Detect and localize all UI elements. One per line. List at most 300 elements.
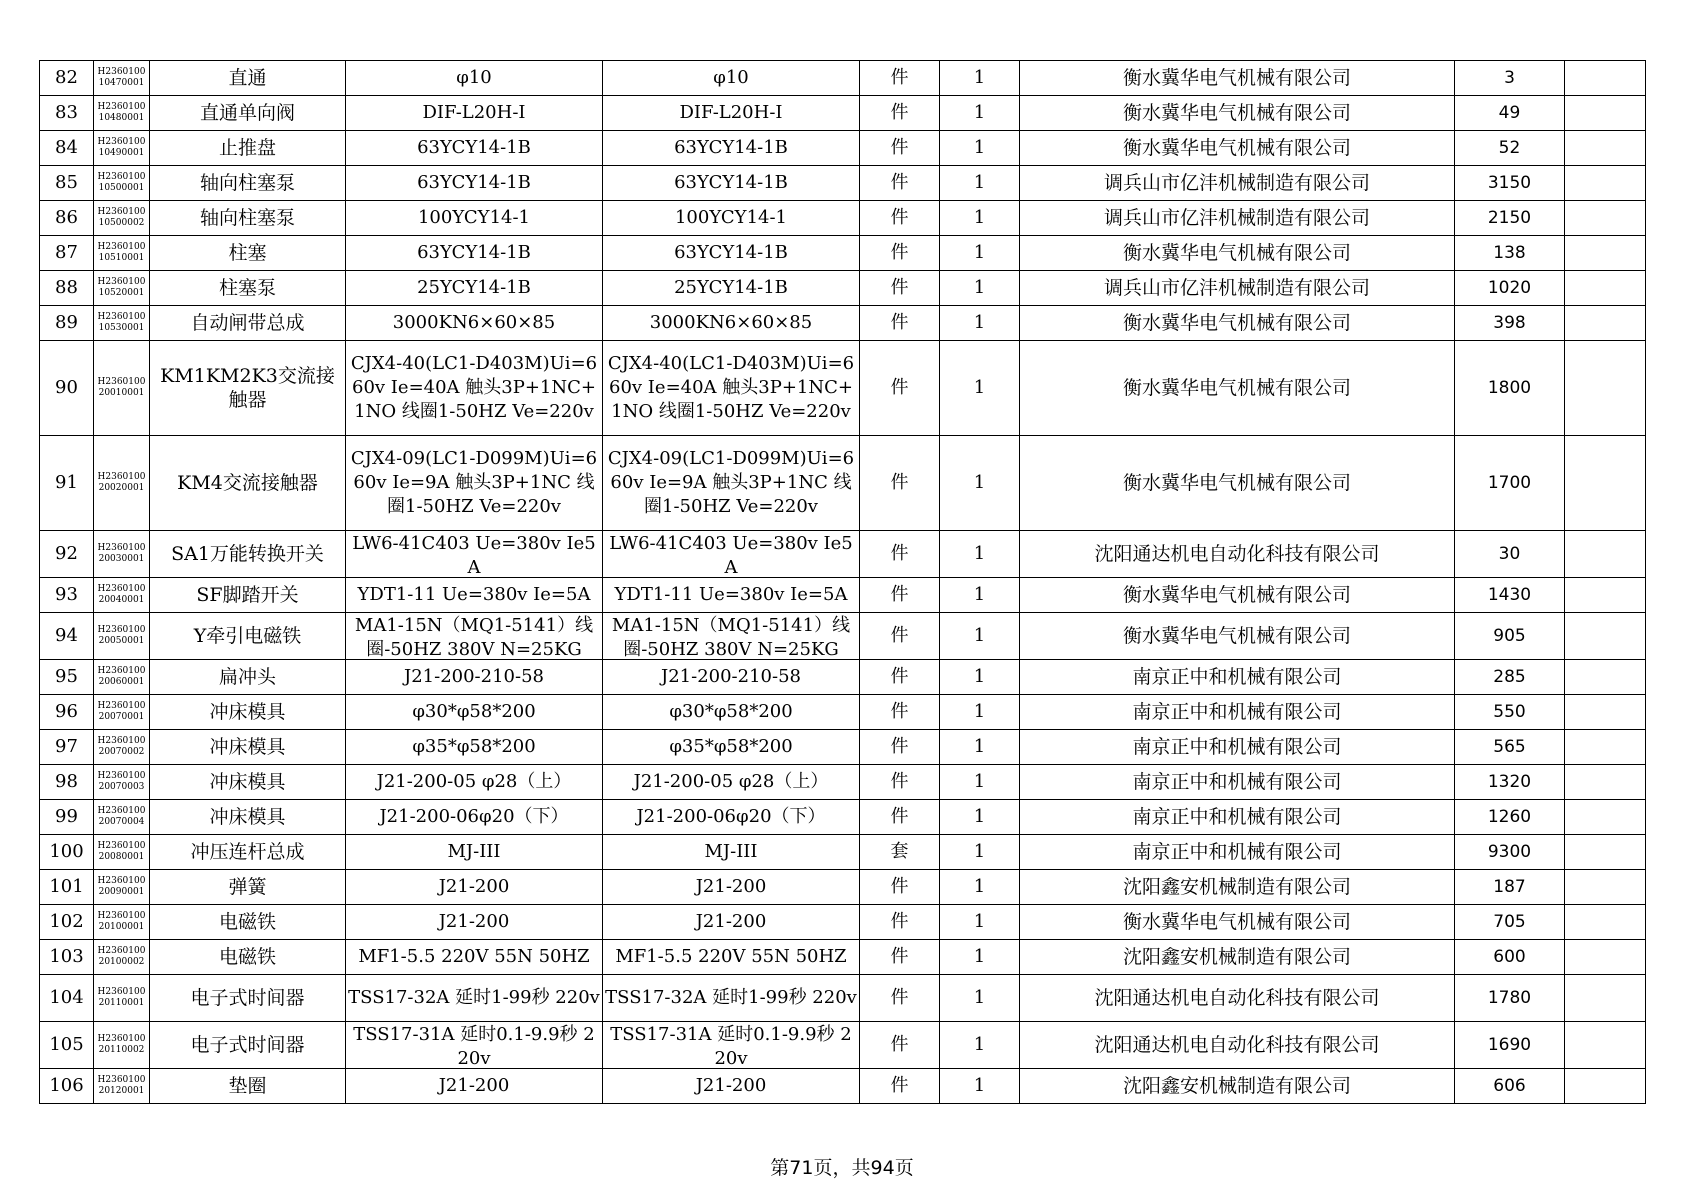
- cell-spec: [346, 730, 603, 765]
- cell-model: [603, 800, 860, 835]
- cell-no: 87: [40, 236, 94, 271]
- cell-spec: [346, 1022, 603, 1069]
- cell-unit: 件: [860, 870, 940, 905]
- table-row: [40, 613, 1646, 660]
- cell-qty: 1: [940, 201, 1020, 236]
- table-row: [40, 236, 1646, 271]
- table-row: [40, 96, 1646, 131]
- cell-qty: 1: [940, 870, 1020, 905]
- cell-name: 自动闸带总成: [150, 306, 346, 341]
- cell-no: 86: [40, 201, 94, 236]
- cell-note: [1565, 436, 1646, 531]
- cell-name: 轴向柱塞泵: [150, 166, 346, 201]
- cell-qty: 1: [940, 765, 1020, 800]
- cell-name: 扁冲头: [150, 660, 346, 695]
- cell-code: H2360100 10500001: [94, 166, 150, 201]
- cell-model: [603, 96, 860, 131]
- cell-no: 104: [40, 975, 94, 1022]
- cell-note: [1565, 96, 1646, 131]
- table-row: [40, 306, 1646, 341]
- cell-unit: 件: [860, 531, 940, 578]
- cell-spec-text: 25YCY14-1B: [417, 277, 531, 298]
- cell-qty: 1: [940, 940, 1020, 975]
- cell-spec-text: TSS17-32A 延时1-99秒 220v: [348, 987, 600, 1008]
- cell-unit: 件: [860, 975, 940, 1022]
- cell-name: 直通单向阀: [150, 96, 346, 131]
- cell-spec-text: DIF-L20H-I: [422, 102, 526, 123]
- cell-supplier: 调兵山市亿沣机械制造有限公司: [1020, 166, 1455, 201]
- cell-note: [1565, 613, 1646, 660]
- cell-code: H2360100 10480001: [94, 96, 150, 131]
- parts-table: [39, 60, 1646, 1104]
- cell-qty: 1: [940, 96, 1020, 131]
- cell-model: [603, 835, 860, 870]
- cell-spec-text: 100YCY14-1: [417, 207, 531, 228]
- cell-spec: [346, 131, 603, 166]
- cell-note: [1565, 695, 1646, 730]
- cell-qty: 1: [940, 131, 1020, 166]
- cell-supplier: 衡水冀华电气机械有限公司: [1020, 341, 1455, 436]
- cell-model-text: J21-200: [695, 1075, 767, 1096]
- cell-name: 冲床模具: [150, 695, 346, 730]
- cell-price: 606: [1455, 1069, 1565, 1104]
- page-prefix: 第: [770, 1157, 790, 1179]
- cell-unit: 套: [860, 835, 940, 870]
- table-row: [40, 835, 1646, 870]
- cell-qty: 1: [940, 613, 1020, 660]
- table-row: [40, 166, 1646, 201]
- page-middle: 页，共: [813, 1157, 871, 1179]
- cell-name: 冲床模具: [150, 800, 346, 835]
- cell-model: [603, 1069, 860, 1104]
- page-suffix: 页: [894, 1157, 914, 1179]
- cell-spec: [346, 578, 603, 613]
- cell-name: 冲床模具: [150, 730, 346, 765]
- cell-model-text: 100YCY14-1: [674, 207, 788, 228]
- cell-no: 100: [40, 835, 94, 870]
- cell-spec-text: CJX4-09(LC1-D099M)Ui=660v Ie=9A 触头3P+1NC 线圈1-50HZ Ve=220v: [350, 448, 598, 517]
- cell-unit: 件: [860, 695, 940, 730]
- cell-spec: [346, 870, 603, 905]
- cell-qty: 1: [940, 975, 1020, 1022]
- cell-price: 1260: [1455, 800, 1565, 835]
- cell-name: SA1万能转换开关: [150, 531, 346, 578]
- cell-price: 1020: [1455, 271, 1565, 306]
- cell-unit: 件: [860, 201, 940, 236]
- cell-price: 550: [1455, 695, 1565, 730]
- cell-qty: 1: [940, 730, 1020, 765]
- cell-spec: [346, 905, 603, 940]
- cell-model-text: MF1-5.5 220V 55N 50HZ: [615, 946, 847, 967]
- cell-price: 565: [1455, 730, 1565, 765]
- cell-no: 105: [40, 1022, 94, 1069]
- cell-model-text: CJX4-09(LC1-D099M)Ui=660v Ie=9A 触头3P+1NC 线圈1-50HZ Ve=220v: [607, 448, 855, 517]
- cell-model: [603, 940, 860, 975]
- table-row: [40, 341, 1646, 436]
- cell-no: 95: [40, 660, 94, 695]
- cell-price: 705: [1455, 905, 1565, 940]
- cell-no: 91: [40, 436, 94, 531]
- cell-qty: 1: [940, 578, 1020, 613]
- cell-spec: [346, 166, 603, 201]
- cell-code: H2360100 20070001: [94, 695, 150, 730]
- cell-unit: 件: [860, 271, 940, 306]
- cell-unit: 件: [860, 306, 940, 341]
- cell-price: 398: [1455, 306, 1565, 341]
- cell-price: 9300: [1455, 835, 1565, 870]
- cell-spec-text: J21-200: [438, 1075, 510, 1096]
- cell-code: H2360100 20010001: [94, 341, 150, 436]
- cell-model-text: 63YCY14-1B: [674, 242, 788, 263]
- cell-no: 102: [40, 905, 94, 940]
- cell-model: [603, 975, 860, 1022]
- table-row: [40, 905, 1646, 940]
- cell-code: H2360100 20080001: [94, 835, 150, 870]
- cell-supplier: 衡水冀华电气机械有限公司: [1020, 436, 1455, 531]
- cell-spec: [346, 940, 603, 975]
- cell-model-text: 63YCY14-1B: [674, 172, 788, 193]
- cell-price: 1800: [1455, 341, 1565, 436]
- cell-no: 90: [40, 341, 94, 436]
- cell-model-text: φ35*φ58*200: [669, 736, 793, 757]
- cell-qty: 1: [940, 835, 1020, 870]
- cell-note: [1565, 1022, 1646, 1069]
- cell-spec-text: J21-200-210-58: [404, 666, 544, 687]
- table-row: [40, 765, 1646, 800]
- cell-model: [603, 870, 860, 905]
- cell-code: H2360100 20040001: [94, 578, 150, 613]
- cell-no: 83: [40, 96, 94, 131]
- cell-model: [603, 578, 860, 613]
- cell-qty: 1: [940, 306, 1020, 341]
- cell-spec: [346, 975, 603, 1022]
- cell-supplier: 沈阳鑫安机械制造有限公司: [1020, 870, 1455, 905]
- cell-qty: 1: [940, 695, 1020, 730]
- page-footer: [0, 1153, 1684, 1180]
- cell-price: 187: [1455, 870, 1565, 905]
- cell-model-text: MJ-III: [704, 841, 758, 862]
- cell-unit: 件: [860, 1022, 940, 1069]
- cell-note: [1565, 765, 1646, 800]
- cell-model-text: φ10: [713, 67, 749, 88]
- cell-price: 3150: [1455, 166, 1565, 201]
- cell-spec-text: 63YCY14-1B: [417, 172, 531, 193]
- cell-code: H2360100 10470001: [94, 61, 150, 96]
- cell-unit: 件: [860, 660, 940, 695]
- cell-spec-text: J21-200: [438, 876, 510, 897]
- cell-model-text: 3000KN6×60×85: [649, 312, 813, 333]
- cell-price: 905: [1455, 613, 1565, 660]
- table-row: [40, 271, 1646, 306]
- cell-no: 101: [40, 870, 94, 905]
- cell-spec-text: 63YCY14-1B: [417, 242, 531, 263]
- cell-note: [1565, 800, 1646, 835]
- cell-name: 柱塞泵: [150, 271, 346, 306]
- cell-code: H2360100 20070004: [94, 800, 150, 835]
- cell-supplier: 沈阳鑫安机械制造有限公司: [1020, 1069, 1455, 1104]
- cell-note: [1565, 531, 1646, 578]
- table-row: [40, 940, 1646, 975]
- cell-supplier: 沈阳鑫安机械制造有限公司: [1020, 940, 1455, 975]
- cell-code: H2360100 20070002: [94, 730, 150, 765]
- cell-price: 30: [1455, 531, 1565, 578]
- cell-spec-text: φ30*φ58*200: [412, 701, 536, 722]
- cell-price: 52: [1455, 131, 1565, 166]
- table-row: [40, 800, 1646, 835]
- cell-spec: [346, 1069, 603, 1104]
- cell-model-text: 63YCY14-1B: [674, 137, 788, 158]
- cell-supplier: 南京正中和机械有限公司: [1020, 660, 1455, 695]
- cell-qty: 1: [940, 166, 1020, 201]
- cell-model: [603, 531, 860, 578]
- cell-no: 89: [40, 306, 94, 341]
- cell-unit: 件: [860, 96, 940, 131]
- cell-code: H2360100 20120001: [94, 1069, 150, 1104]
- cell-model-text: YDT1-11 Ue=380v Ie=5A: [614, 584, 848, 605]
- cell-price: 1430: [1455, 578, 1565, 613]
- cell-supplier: 南京正中和机械有限公司: [1020, 730, 1455, 765]
- cell-model-text: J21-200: [695, 876, 767, 897]
- cell-model-text: MA1-15N（MQ1-5141）线圈-50HZ 380V N=25KG: [611, 614, 851, 659]
- cell-price: 1780: [1455, 975, 1565, 1022]
- cell-unit: 件: [860, 236, 940, 271]
- cell-qty: 1: [940, 436, 1020, 531]
- cell-name: 柱塞: [150, 236, 346, 271]
- cell-code: H2360100 20110001: [94, 975, 150, 1022]
- cell-model-text: TSS17-32A 延时1-99秒 220v: [605, 987, 857, 1008]
- cell-note: [1565, 975, 1646, 1022]
- cell-supplier: 南京正中和机械有限公司: [1020, 765, 1455, 800]
- cell-unit: 件: [860, 800, 940, 835]
- cell-model: [603, 613, 860, 660]
- cell-spec-text: LW6-41C403 Ue=380v Ie5A: [352, 532, 596, 577]
- cell-note: [1565, 940, 1646, 975]
- cell-model: [603, 131, 860, 166]
- cell-model-text: CJX4-40(LC1-D403M)Ui=660v Ie=40A 触头3P+1NC+1NO 线圈1-50HZ Ve=220v: [607, 353, 855, 422]
- cell-price: 49: [1455, 96, 1565, 131]
- cell-no: 96: [40, 695, 94, 730]
- cell-note: [1565, 835, 1646, 870]
- cell-unit: 件: [860, 578, 940, 613]
- cell-qty: 1: [940, 1069, 1020, 1104]
- cell-code: H2360100 10530001: [94, 306, 150, 341]
- cell-spec-text: φ10: [456, 67, 492, 88]
- cell-spec: [346, 660, 603, 695]
- table-row: [40, 531, 1646, 578]
- cell-note: [1565, 131, 1646, 166]
- cell-no: 97: [40, 730, 94, 765]
- cell-note: [1565, 660, 1646, 695]
- cell-spec-text: TSS17-31A 延时0.1-9.9秒 220v: [353, 1023, 595, 1068]
- cell-supplier: 衡水冀华电气机械有限公司: [1020, 96, 1455, 131]
- page-number: 71: [789, 1157, 814, 1179]
- cell-model-text: J21-200-210-58: [661, 666, 801, 687]
- cell-unit: 件: [860, 436, 940, 531]
- cell-spec-text: J21-200-06φ20（下）: [379, 806, 569, 827]
- cell-name: 冲压连杆总成: [150, 835, 346, 870]
- cell-price: 138: [1455, 236, 1565, 271]
- cell-qty: 1: [940, 61, 1020, 96]
- table-row: [40, 578, 1646, 613]
- cell-no: 84: [40, 131, 94, 166]
- cell-model: [603, 695, 860, 730]
- cell-name: 弹簧: [150, 870, 346, 905]
- cell-spec: [346, 61, 603, 96]
- cell-name: 电磁铁: [150, 905, 346, 940]
- cell-model: [603, 765, 860, 800]
- cell-no: 92: [40, 531, 94, 578]
- cell-note: [1565, 201, 1646, 236]
- cell-supplier: 衡水冀华电气机械有限公司: [1020, 236, 1455, 271]
- cell-supplier: 南京正中和机械有限公司: [1020, 800, 1455, 835]
- cell-price: 2150: [1455, 201, 1565, 236]
- cell-code: H2360100 20100002: [94, 940, 150, 975]
- table-body: [40, 61, 1646, 1104]
- cell-model: [603, 1022, 860, 1069]
- cell-spec: [346, 306, 603, 341]
- cell-supplier: 南京正中和机械有限公司: [1020, 695, 1455, 730]
- cell-code: H2360100 10500002: [94, 201, 150, 236]
- cell-supplier: 衡水冀华电气机械有限公司: [1020, 613, 1455, 660]
- cell-supplier: 调兵山市亿沣机械制造有限公司: [1020, 201, 1455, 236]
- cell-note: [1565, 61, 1646, 96]
- cell-qty: 1: [940, 531, 1020, 578]
- cell-unit: 件: [860, 131, 940, 166]
- cell-model-text: 25YCY14-1B: [674, 277, 788, 298]
- cell-spec: [346, 236, 603, 271]
- cell-note: [1565, 341, 1646, 436]
- cell-supplier: 衡水冀华电气机械有限公司: [1020, 578, 1455, 613]
- cell-no: 82: [40, 61, 94, 96]
- cell-name: 电子式时间器: [150, 1022, 346, 1069]
- cell-qty: 1: [940, 905, 1020, 940]
- cell-note: [1565, 271, 1646, 306]
- cell-code: H2360100 20070003: [94, 765, 150, 800]
- cell-note: [1565, 306, 1646, 341]
- cell-spec-text: CJX4-40(LC1-D403M)Ui=660v Ie=40A 触头3P+1NC+1NO 线圈1-50HZ Ve=220v: [350, 353, 598, 422]
- cell-model: [603, 201, 860, 236]
- cell-no: 85: [40, 166, 94, 201]
- cell-price: 600: [1455, 940, 1565, 975]
- cell-unit: 件: [860, 905, 940, 940]
- cell-supplier: 南京正中和机械有限公司: [1020, 835, 1455, 870]
- cell-spec-text: YDT1-11 Ue=380v Ie=5A: [357, 584, 591, 605]
- cell-spec: [346, 800, 603, 835]
- cell-note: [1565, 578, 1646, 613]
- cell-no: 99: [40, 800, 94, 835]
- cell-code: H2360100 20110002: [94, 1022, 150, 1069]
- cell-spec-text: MA1-15N（MQ1-5141）线圈-50HZ 380V N=25KG: [354, 614, 594, 659]
- table-row: [40, 975, 1646, 1022]
- cell-spec-text: φ35*φ58*200: [412, 736, 536, 757]
- cell-model: [603, 341, 860, 436]
- cell-supplier: 调兵山市亿沣机械制造有限公司: [1020, 271, 1455, 306]
- cell-spec: [346, 96, 603, 131]
- cell-name: 轴向柱塞泵: [150, 201, 346, 236]
- cell-qty: 1: [940, 1022, 1020, 1069]
- cell-note: [1565, 236, 1646, 271]
- cell-model-text: DIF-L20H-I: [679, 102, 783, 123]
- cell-model-text: J21-200: [695, 911, 767, 932]
- cell-model-text: TSS17-31A 延时0.1-9.9秒 220v: [610, 1023, 852, 1068]
- cell-qty: 1: [940, 660, 1020, 695]
- cell-name: 电子式时间器: [150, 975, 346, 1022]
- cell-spec-text: MF1-5.5 220V 55N 50HZ: [358, 946, 590, 967]
- cell-name: SF脚踏开关: [150, 578, 346, 613]
- cell-code: H2360100 20030001: [94, 531, 150, 578]
- cell-name: Y牵引电磁铁: [150, 613, 346, 660]
- cell-name: 垫圈: [150, 1069, 346, 1104]
- cell-model: [603, 660, 860, 695]
- cell-no: 93: [40, 578, 94, 613]
- cell-unit: 件: [860, 61, 940, 96]
- cell-note: [1565, 730, 1646, 765]
- cell-code: H2360100 10510001: [94, 236, 150, 271]
- table-row: [40, 61, 1646, 96]
- table-row: [40, 201, 1646, 236]
- cell-unit: 件: [860, 341, 940, 436]
- table-row: [40, 131, 1646, 166]
- cell-spec: [346, 531, 603, 578]
- cell-model: [603, 236, 860, 271]
- cell-model-text: J21-200-06φ20（下）: [636, 806, 826, 827]
- cell-model: [603, 166, 860, 201]
- table-row: [40, 1069, 1646, 1104]
- cell-spec: [346, 436, 603, 531]
- cell-price: 285: [1455, 660, 1565, 695]
- cell-unit: 件: [860, 765, 940, 800]
- cell-supplier: 沈阳通达机电自动化科技有限公司: [1020, 1022, 1455, 1069]
- cell-no: 88: [40, 271, 94, 306]
- cell-spec-text: J21-200-05 φ28（上）: [376, 771, 572, 792]
- cell-price: 1320: [1455, 765, 1565, 800]
- cell-spec: [346, 201, 603, 236]
- cell-code: H2360100 20060001: [94, 660, 150, 695]
- cell-model: [603, 730, 860, 765]
- table-row: [40, 870, 1646, 905]
- cell-unit: 件: [860, 940, 940, 975]
- cell-spec-text: MJ-III: [447, 841, 501, 862]
- cell-note: [1565, 905, 1646, 940]
- cell-name: KM1KM2K3交流接触器: [150, 341, 346, 436]
- cell-qty: 1: [940, 341, 1020, 436]
- cell-no: 98: [40, 765, 94, 800]
- cell-spec: [346, 765, 603, 800]
- cell-name: 止推盘: [150, 131, 346, 166]
- cell-supplier: 衡水冀华电气机械有限公司: [1020, 131, 1455, 166]
- cell-model: [603, 905, 860, 940]
- cell-code: H2360100 10520001: [94, 271, 150, 306]
- page-total: 94: [870, 1157, 895, 1179]
- cell-code: H2360100 20100001: [94, 905, 150, 940]
- cell-spec: [346, 341, 603, 436]
- cell-model-text: φ30*φ58*200: [669, 701, 793, 722]
- cell-spec-text: 63YCY14-1B: [417, 137, 531, 158]
- cell-qty: 1: [940, 236, 1020, 271]
- cell-name: KM4交流接触器: [150, 436, 346, 531]
- cell-note: [1565, 1069, 1646, 1104]
- cell-supplier: 沈阳通达机电自动化科技有限公司: [1020, 531, 1455, 578]
- cell-code: H2360100 20020001: [94, 436, 150, 531]
- cell-unit: 件: [860, 730, 940, 765]
- cell-name: 电磁铁: [150, 940, 346, 975]
- cell-name: 直通: [150, 61, 346, 96]
- cell-model-text: LW6-41C403 Ue=380v Ie5A: [609, 532, 853, 577]
- table-row: [40, 436, 1646, 531]
- table-row: [40, 1022, 1646, 1069]
- cell-note: [1565, 166, 1646, 201]
- cell-spec-text: J21-200: [438, 911, 510, 932]
